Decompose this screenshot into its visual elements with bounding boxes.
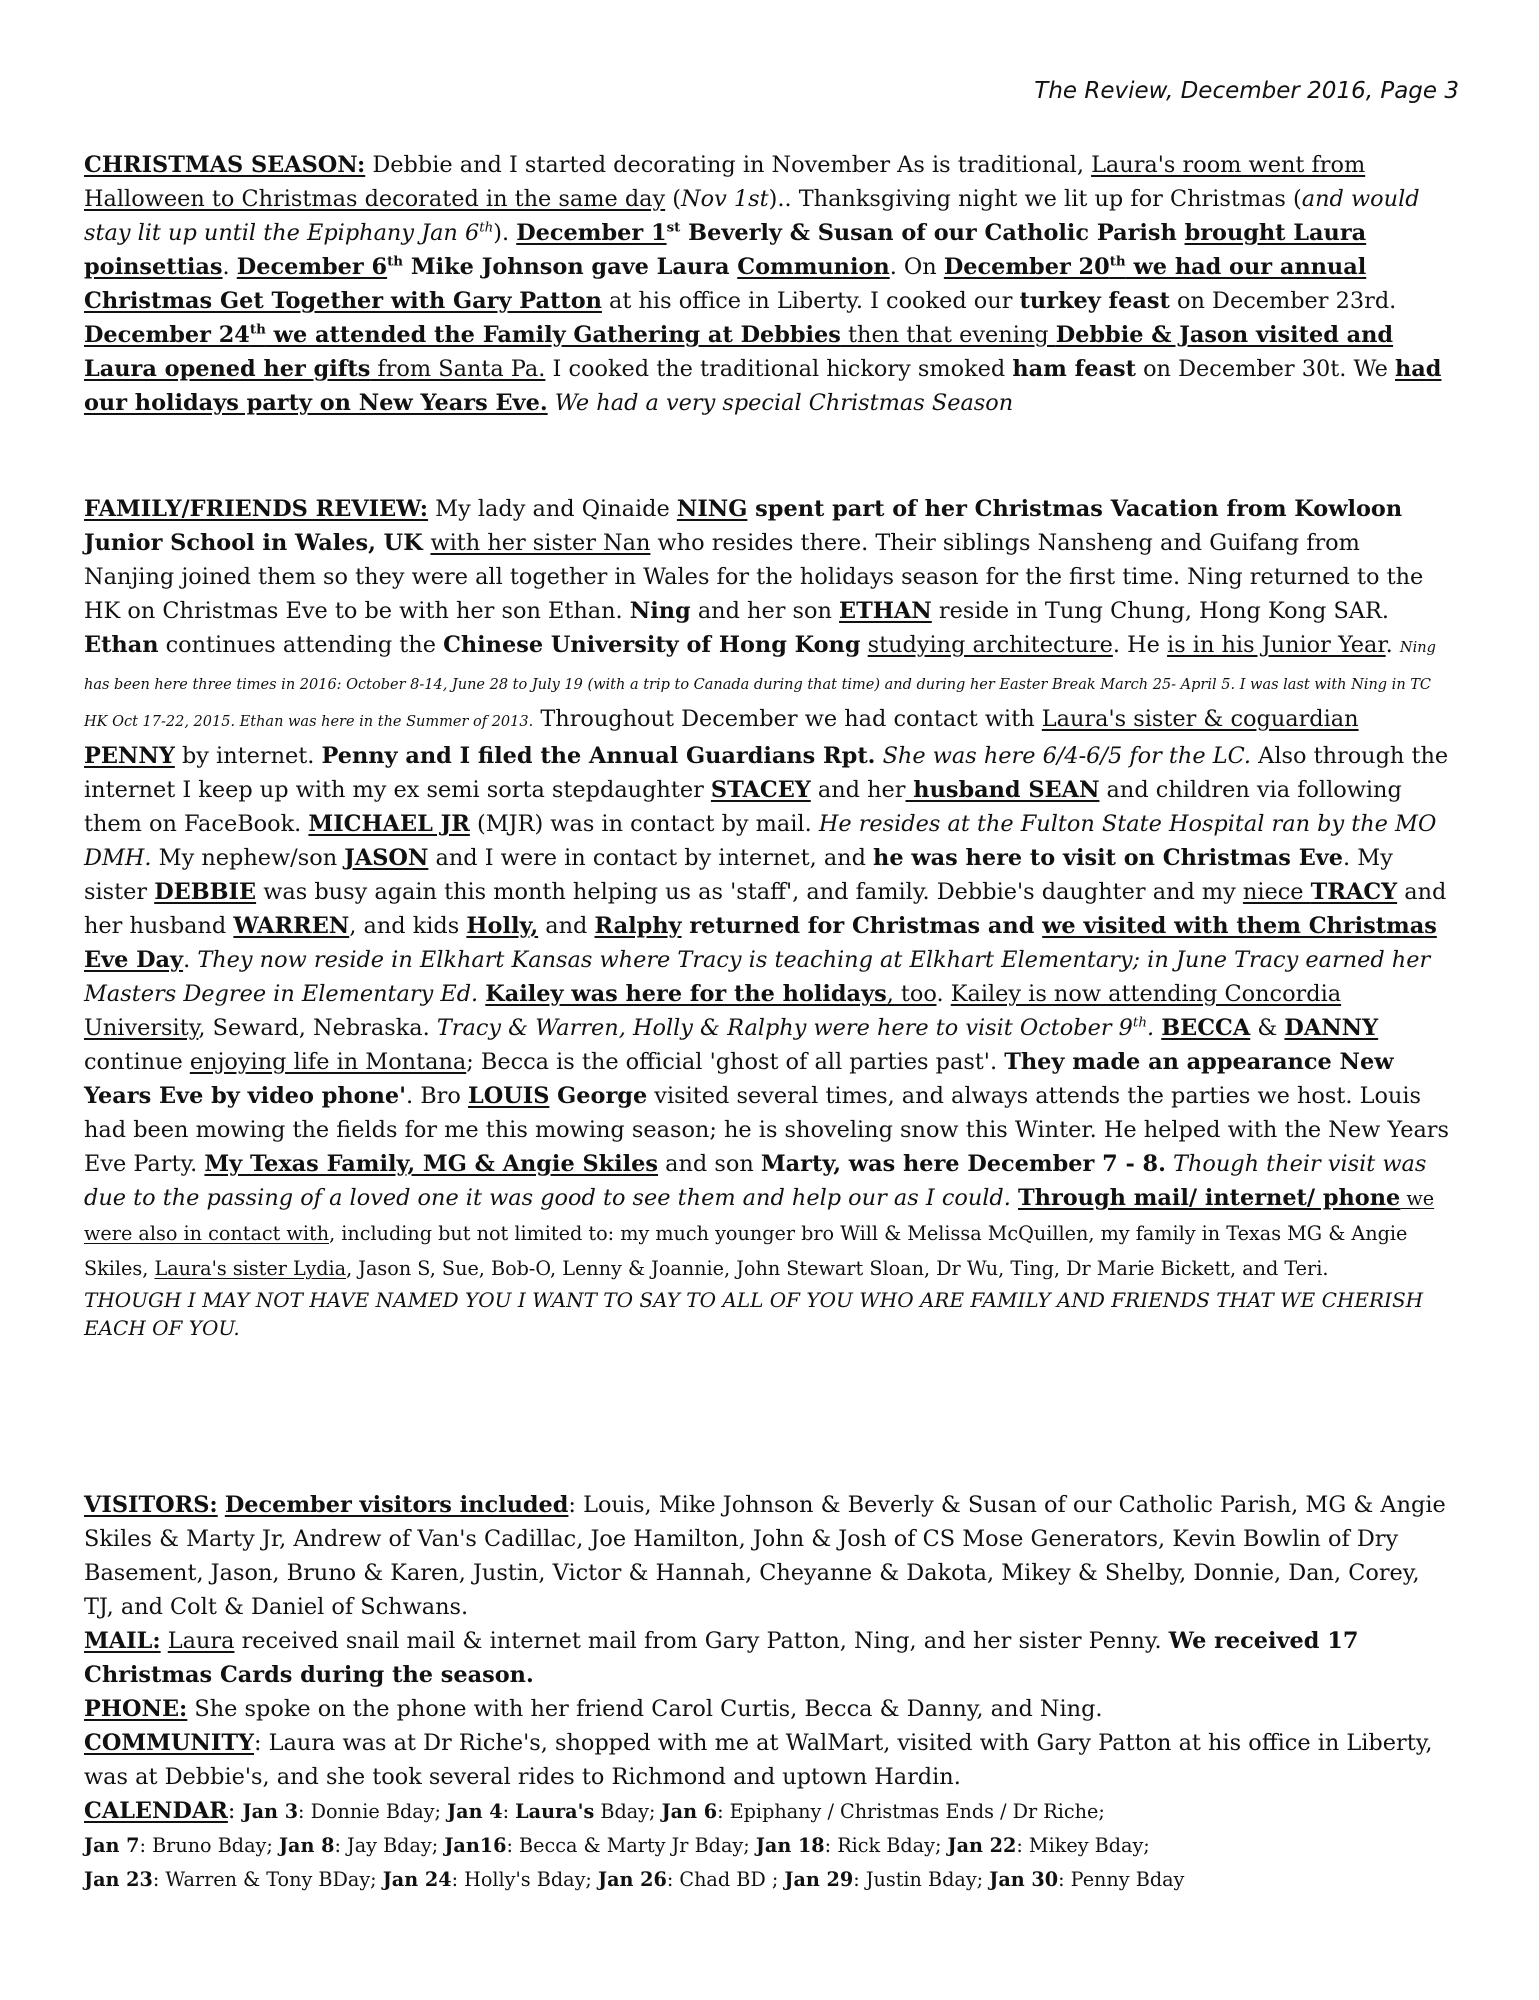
text: He resides at the Fulton State Hospital ran by the MO DMH. — [84, 811, 1437, 871]
text: December 6 — [236, 254, 388, 280]
text: we had our annual Christmas Get Together with Gary Patton — [84, 254, 1367, 314]
text: received snail mail & internet mail from Gary Patton, Ning, and her sister Penny. — [234, 1628, 1169, 1654]
text: JASON — [344, 845, 429, 871]
calendar-date: Jan 3 — [242, 1800, 299, 1823]
text: we visited with them Christmas Eve Day — [84, 913, 1437, 973]
text: st — [666, 219, 681, 236]
calendar-event: : Warren & Tony BDay; — [152, 1868, 383, 1891]
phone-heading: PHONE: — [84, 1696, 188, 1722]
text: STACEY — [710, 777, 811, 803]
text: from Santa Pa. — [370, 356, 546, 382]
text: (MJR) was in contact by mail. — [469, 811, 819, 837]
text: and I were in contact by internet, and — [428, 845, 874, 871]
calendar-date: Jan 30 — [989, 1868, 1059, 1891]
community-heading: COMMUNITY — [84, 1730, 255, 1756]
calendar-event: : Donnie Bday; — [298, 1800, 448, 1823]
text: turkey feast — [1019, 288, 1170, 314]
text: , including but not limited to: my much younger bro Will & Melissa McQuillen, my family in Texas MG & Angie Skiles, — [84, 1222, 1408, 1280]
text: was busy again this month helping us as 'staff', and family. Debbie's daughter and my — [256, 879, 1243, 905]
text: Throughout December we had contact with — [533, 706, 1042, 732]
calendar-event: : Justin Bday; — [853, 1868, 990, 1891]
text: continue — [84, 1049, 190, 1075]
text: . He — [1112, 632, 1168, 658]
text: on December 30t. We — [1135, 356, 1395, 382]
christmas-heading: CHRISTMAS SEASON: — [84, 152, 366, 178]
text: . — [183, 947, 198, 973]
text: ham feast — [1012, 356, 1136, 382]
text: reside in Tung Chung, Hong Kong SAR. — [931, 598, 1389, 624]
text: LOUIS — [467, 1083, 550, 1109]
text: My lady and Qinaide — [428, 496, 677, 522]
text: , Seward, Nebraska. — [198, 1015, 437, 1041]
text: th — [1132, 1015, 1147, 1031]
calendar-heading: CALENDAR — [84, 1798, 228, 1824]
text: Ning has been here three times in 2016: October 8-14, June 28 to July 19 (with a trip to Canada during that time) and during her Easter Break March 25- April 5. I was last with Ning in TC HK Oct 17-22, 2015. Ethan was here in the Summer of 2013. — [84, 640, 1436, 730]
text: Beverly & Susan of our Catholic Parish — [680, 220, 1185, 246]
text: DANNY — [1284, 1015, 1379, 1041]
calendar-date: Jan 23 — [84, 1868, 153, 1891]
text: husband SEAN — [905, 777, 1100, 803]
calendar-date: Jan16 — [444, 1834, 507, 1857]
text: , was here December 7 - 8. — [833, 1151, 1166, 1177]
calendar-date: Jan 24 — [382, 1868, 452, 1891]
text: we attended the Family Gathering at Debbies — [265, 322, 841, 348]
text: We received 17 Christmas Cards during the season. — [84, 1628, 1359, 1688]
text: brought Laura poinsettias — [84, 220, 1367, 280]
text: th — [249, 321, 266, 338]
text: who resides there. Their siblings Nansheng and Guifang from Nanjing joined them so they were all together in Wales for the holidays season for the first time. Ning returned to the HK on Christmas Eve to be with her son Ethan. — [84, 530, 1424, 624]
text: Laura's room went from Halloween to Christmas decorated in the same day — [84, 152, 1366, 212]
calendar-date: Jan 8 — [278, 1834, 335, 1857]
text: Tracy & Warren, Holly & Ralphy were here to visit October 9 — [436, 1015, 1133, 1041]
text: Laura — [167, 1628, 235, 1654]
text: , Jason S, Sue, Bob-O, Lenny & Joannie, John Stewart Sloan, Dr Wu, Ting, Dr Marie Bickett, and Teri. — [346, 1257, 1329, 1280]
calendar-event: : Bruno Bday; — [139, 1834, 279, 1857]
text: Kailey was here for the holidays — [485, 981, 887, 1007]
calendar-date: Jan 22 — [947, 1834, 1017, 1857]
text: returned for Christmas and — [681, 913, 1043, 939]
text: Marty — [760, 1151, 834, 1177]
calendar-date: Jan 7 — [84, 1834, 140, 1857]
text: th — [387, 253, 404, 270]
text: spent part of her Christmas Vacation from Kowloon Junior School in Wales, UK — [84, 496, 1403, 556]
family-heading: FAMILY/FRIENDS REVIEW: — [84, 496, 429, 522]
text: enjoying life in Montana — [189, 1049, 467, 1075]
text: Laura's sister Lydia — [154, 1257, 347, 1280]
text: and would stay lit up until the Epiphany Jan 6 — [84, 186, 1420, 246]
text: and her son — [690, 598, 840, 624]
text: Ethan — [84, 632, 159, 658]
text: : — [227, 1798, 243, 1824]
page-header: The Review, December 2016, Page 3 — [1034, 78, 1459, 104]
text — [1011, 1185, 1018, 1211]
text: . On — [889, 254, 944, 280]
text — [161, 1628, 168, 1654]
calendar-date: Jan 26 — [597, 1868, 667, 1891]
text: She was here 6/4-6/5 for the LC. — [875, 743, 1252, 769]
calendar-event: : Chad BD ; — [666, 1868, 785, 1891]
text: . Bro — [405, 1083, 468, 1109]
calendar-event: : Rick Bday; — [824, 1834, 948, 1857]
text: and — [538, 913, 595, 939]
calendar-event: Bday; — [594, 1800, 662, 1823]
text: . — [222, 254, 237, 280]
text: Ralphy — [594, 913, 682, 939]
text: th — [1109, 253, 1126, 270]
text: ( — [665, 186, 682, 212]
text: , too — [886, 981, 937, 1007]
text: December 24 — [84, 322, 250, 348]
calendar-event: : Becca & Marty Jr Bday; — [506, 1834, 756, 1857]
text: They made an appearance New Years Eve by video phone' — [84, 1049, 1394, 1109]
text: , and kids — [349, 913, 467, 939]
text: NING — [676, 496, 748, 522]
text: DEBBIE — [154, 879, 257, 905]
text: Through mail/ internet/ phone — [1018, 1185, 1401, 1211]
text: . My sister — [84, 845, 1393, 905]
text: ). — [493, 220, 517, 246]
text: Penny and I filed the Annual Guardians Rpt. — [321, 743, 876, 769]
text: December 1 — [516, 220, 667, 246]
text: by internet. — [174, 743, 322, 769]
family-friends-section — [84, 492, 1456, 1342]
text: Mike Johnson gave Laura — [403, 254, 738, 280]
text: and children via following them on FaceBook. — [84, 777, 1402, 837]
text: I cooked the traditional hickory smoked — [545, 356, 1013, 382]
text: . — [936, 981, 951, 1007]
calendar-date: Laura's — [515, 1800, 595, 1823]
text: WARREN — [233, 913, 350, 939]
calendar-date: Jan 18 — [755, 1834, 825, 1857]
text: Nov 1st — [681, 186, 769, 212]
calendar-event: : — [502, 1800, 516, 1823]
calendar-date: Jan 4 — [447, 1800, 503, 1823]
calendar-event: : Jay Bday; — [334, 1834, 445, 1857]
text: December visitors included — [224, 1492, 569, 1518]
text: visited several times, and always attends the parties we host. Louis had been mowing the fields for me this mowing season; he is shoveling snow this Winter. He helped with the New Years Eve Party. — [84, 1083, 1449, 1177]
calendar-section — [84, 1794, 1456, 1896]
text: ETHAN — [839, 598, 932, 624]
text: George — [549, 1083, 648, 1109]
text: PENNY — [84, 743, 175, 769]
text: he was here to visit on Christmas Eve — [873, 845, 1344, 871]
text: ).. Thanksgiving night we lit up for Christmas ( — [768, 186, 1302, 212]
text: then that evening — [840, 322, 1056, 348]
text: TRACY — [1310, 879, 1398, 905]
text: continues attending the — [158, 632, 444, 658]
text: ; Becca is the official 'ghost of all parties past'. — [466, 1049, 1005, 1075]
calendar-event: : Epiphany / Christmas Ends / Dr Riche; — [717, 1800, 1105, 1823]
text: December 20 — [943, 254, 1110, 280]
text: Also through the internet I keep up with my ex semi sorta stepdaughter — [84, 743, 1449, 803]
calendar-date: Jan 29 — [784, 1868, 854, 1891]
calendar-event: : Mikey Bday; — [1016, 1834, 1150, 1857]
text: and son — [658, 1151, 761, 1177]
text: Chinese University of Hong Kong — [443, 632, 861, 658]
text: th — [479, 220, 494, 236]
text: Communion — [737, 254, 890, 280]
christmas-season-section — [84, 148, 1456, 420]
visitors-section — [84, 1488, 1456, 1624]
text: : Laura was at Dr Riche's, shopped with me at WalMart, visited with Gary Patton at his office in Liberty, was at Debbie's, and she took several rides to Richmond and uptown Hardin. — [84, 1730, 1433, 1790]
text: Holly, — [466, 913, 539, 939]
text: My nephew/son — [151, 845, 345, 871]
text: Though their visit was due to the passing of a loved one it was good to see them and help our as I could. — [84, 1151, 1427, 1211]
mail-section — [84, 1624, 1456, 1692]
phone-section — [84, 1692, 1456, 1726]
text: My Texas Family, MG & Angie Skiles — [204, 1151, 659, 1177]
text: & — [1250, 1015, 1285, 1041]
closing-note: THOUGH I MAY NOT HAVE NAMED YOU I WANT TO SAY TO ALL OF YOU WHO ARE FAMILY AND FRIENDS THAT WE CHERISH EACH OF YOU. — [84, 1288, 1424, 1340]
calendar-entries — [84, 1800, 1184, 1891]
calendar-date: Jan 6 — [661, 1800, 718, 1823]
text: Ning — [629, 598, 691, 624]
text — [861, 632, 868, 658]
text: niece — [1242, 879, 1311, 905]
text: : Louis, Mike Johnson & Beverly & Susan of our Catholic Parish, MG & Angie Skiles & Marty Jr, Andrew of Van's Cadillac, Joe Hamilton, John & Josh of CS Mose Generators, Kevin Bowlin of Dry Basement, Jason, Bruno & Karen, Justin, Victor & Hannah, Cheyanne & Dakota, Mikey & Shelby, Donnie, Dan, Corey, TJ, and Colt & Daniel of Schwans. — [84, 1492, 1446, 1620]
text: we were also in contact with — [84, 1187, 1435, 1245]
text: had our holidays party on New Years Eve. — [84, 356, 1442, 416]
text: She spoke on the phone with her friend Carol Curtis, Becca & Danny, and Ning. — [187, 1696, 1103, 1722]
text: . — [1146, 1015, 1155, 1041]
text: at his office in Liberty. I cooked our — [601, 288, 1020, 314]
text: BECCA — [1161, 1015, 1251, 1041]
text: Laura's sister & coguardian — [1041, 706, 1359, 732]
text: MICHAEL JR — [308, 811, 470, 837]
mail-heading: MAIL: — [84, 1628, 161, 1654]
text: We had a very special Christmas Season — [547, 390, 1014, 416]
text: Debbie and I started decorating in November As is traditional, — [365, 152, 1092, 178]
text: on December 23rd. — [1169, 288, 1397, 314]
text: Kailey is now attending Concordia University — [84, 981, 1342, 1041]
community-section — [84, 1726, 1456, 1794]
text: studying architecture — [867, 632, 1113, 658]
text: and her husband — [84, 879, 1447, 939]
text: They now reside in Elkhart Kansas where Tracy is teaching at Elkhart Elementary; in June Tracy earned her Masters Degree in Elementary Ed. — [84, 947, 1431, 1007]
calendar-event: : Penny Bday — [1058, 1868, 1185, 1891]
text: and her — [810, 777, 906, 803]
calendar-event: : Holly's Bday; — [451, 1868, 598, 1891]
text: Debbie & Jason visited and Laura opened her gifts — [84, 322, 1394, 382]
visitors-heading: VISITORS: — [84, 1492, 218, 1518]
text: . — [1385, 632, 1400, 658]
text: is in his Junior Year — [1167, 632, 1386, 658]
text: with her sister Nan — [430, 530, 651, 556]
